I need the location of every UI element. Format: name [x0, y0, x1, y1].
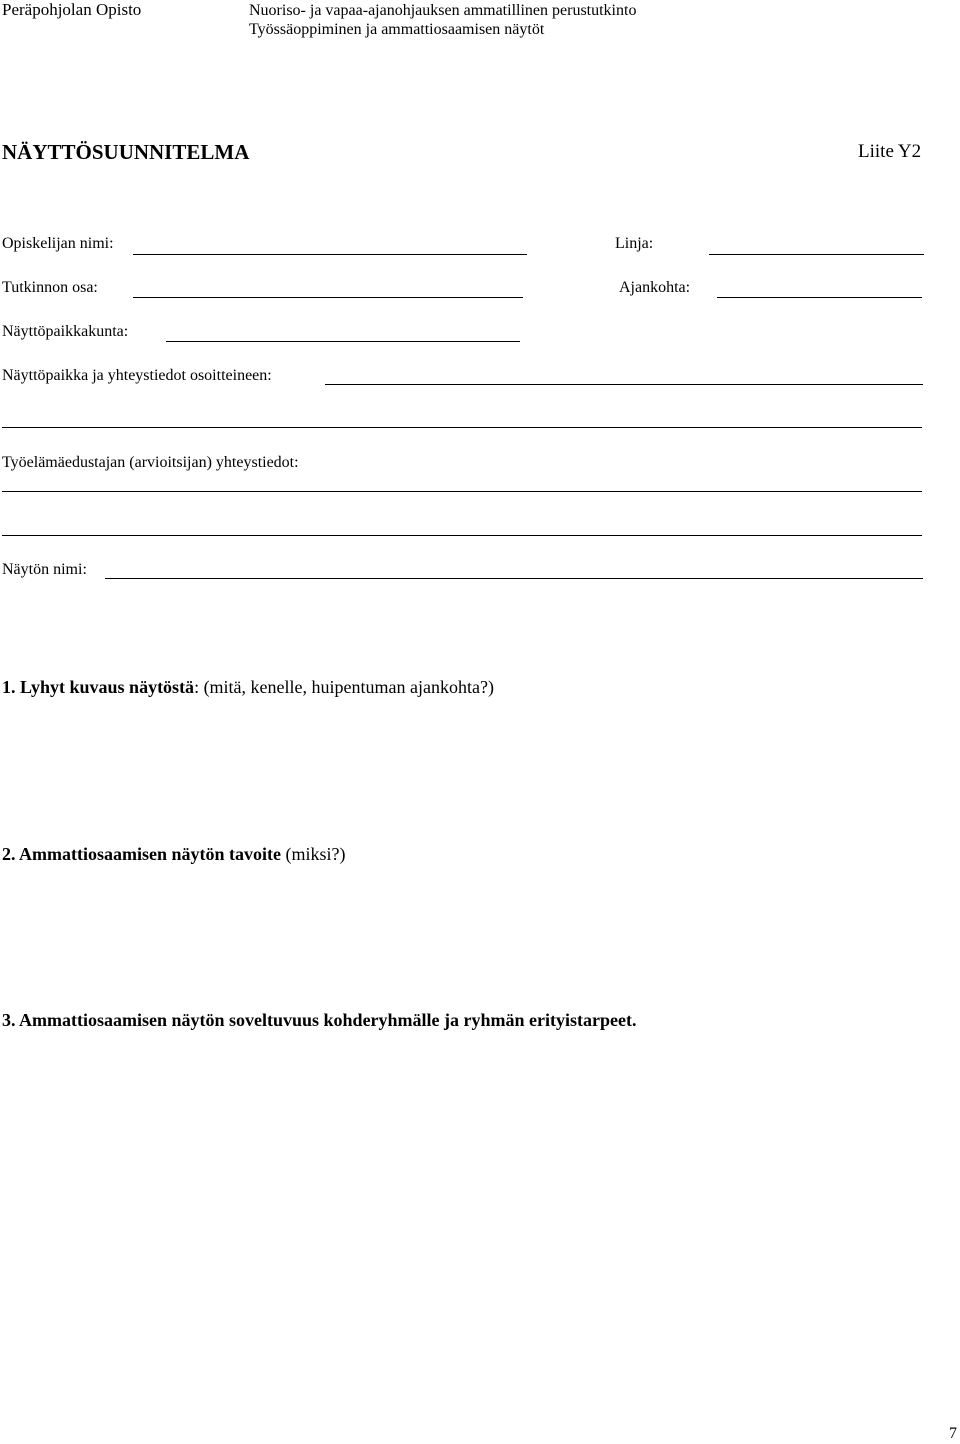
place-contacts-line-2[interactable]	[2, 427, 922, 428]
section-2-subtitle: (miksi?)	[280, 844, 346, 864]
municipality-label: Näyttöpaikkakunta:	[2, 323, 129, 340]
degree-title: Nuoriso- ja vapaa-ajanohjauksen ammatillinen perustutkinto	[249, 2, 637, 19]
section-1-heading	[2, 677, 494, 698]
section-1-title: 1. Lyhyt kuvaus näytöstä	[2, 677, 195, 697]
degree-part-label: Tutkinnon osa:	[2, 279, 98, 296]
section-3-title: 3. Ammattiosaamisen näytön soveltuvuus kohderyhmälle ja ryhmän erityistarpeet.	[2, 1010, 637, 1030]
line-label: Linja:	[615, 235, 654, 252]
attachment-label: Liite Y2	[858, 141, 922, 162]
demo-name-label: Näytön nimi:	[2, 561, 87, 578]
page-number: 7	[949, 1425, 957, 1442]
section-2-title: 2. Ammattiosaamisen näytön tavoite	[2, 844, 281, 864]
demo-name-line[interactable]	[105, 578, 923, 579]
degree-part-line[interactable]	[133, 297, 523, 298]
document-title: NÄYTTÖSUUNNITELMA	[2, 140, 250, 164]
line-field-line[interactable]	[709, 254, 924, 255]
header-subtitle: Työssäoppiminen ja ammattiosaamisen näytöt	[249, 21, 545, 38]
representative-label: Työelämäedustajan (arvioitsijan) yhteystiedot:	[2, 454, 299, 471]
section-2-heading	[2, 844, 345, 865]
section-3-heading	[2, 1010, 636, 1031]
section-1-subtitle: : (mitä, kenelle, huipentuman ajankohta?)	[194, 677, 494, 697]
student-name-line[interactable]	[133, 254, 527, 255]
representative-line-2[interactable]	[2, 535, 922, 536]
org-name: Peräpohjolan Opisto	[2, 0, 142, 19]
representative-line-1[interactable]	[2, 491, 922, 492]
municipality-line[interactable]	[166, 341, 520, 342]
timing-label: Ajankohta:	[619, 279, 691, 296]
place-contacts-label: Näyttöpaikka ja yhteystiedot osoitteineen:	[2, 367, 272, 384]
place-contacts-line[interactable]	[325, 384, 923, 385]
student-name-label: Opiskelijan nimi:	[2, 235, 114, 252]
timing-line[interactable]	[717, 297, 922, 298]
